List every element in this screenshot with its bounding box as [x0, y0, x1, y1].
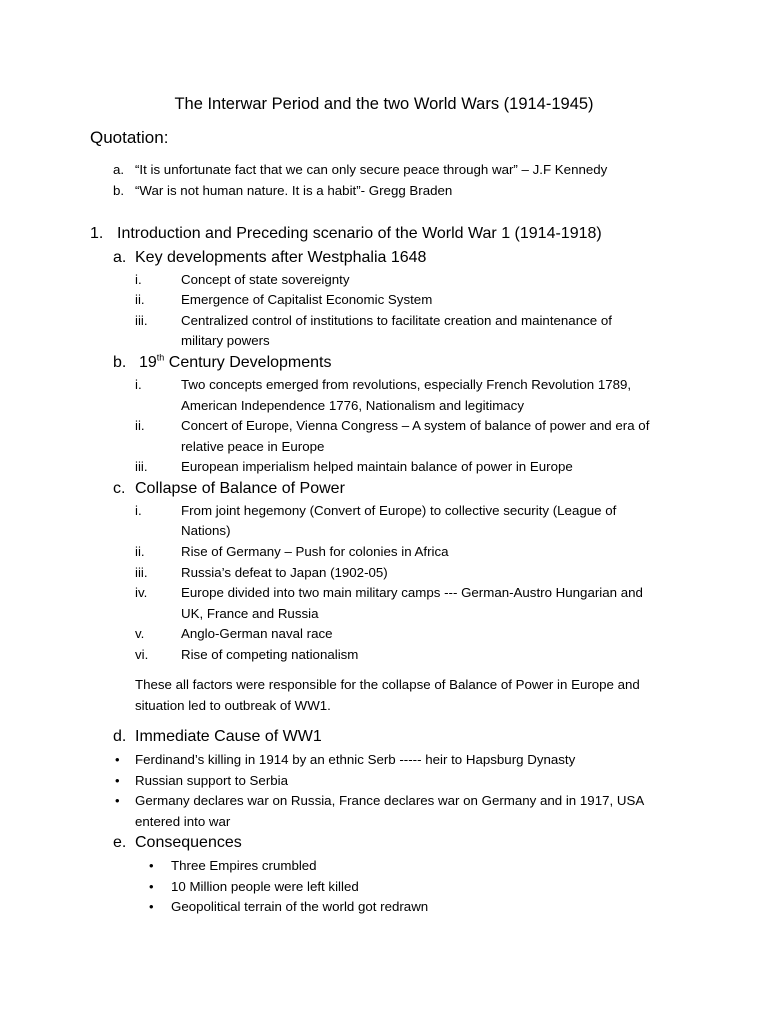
sub-a-item-marker: iii. — [135, 313, 148, 328]
sub-a-item-marker: i. — [135, 272, 142, 287]
sub-c-item-marker: v. — [135, 626, 145, 641]
sub-b-item-marker: i. — [135, 377, 142, 392]
sub-e-item: 10 Million people were left killed — [171, 879, 359, 894]
section1-heading: Introduction and Preceding scenario of the World War 1 (1914-1918) — [117, 225, 602, 242]
quotation-heading: Quotation: — [90, 128, 169, 147]
sub-d-heading: Immediate Cause of WW1 — [135, 728, 322, 745]
bullet-icon: • — [149, 858, 154, 873]
sub-e-item: Three Empires crumbled — [171, 858, 317, 873]
sub-b-item-marker: iii. — [135, 459, 148, 474]
sub-d-marker: d. — [113, 728, 127, 745]
section1-marker: 1. — [90, 225, 104, 242]
bullet-icon: • — [115, 752, 120, 767]
sub-d-item-continued: entered into war — [135, 814, 231, 829]
sub-c-summary-continued: situation led to outbreak of WW1. — [135, 698, 331, 713]
sub-d-item: Russian support to Serbia — [135, 773, 288, 788]
sub-a-item-continued: military powers — [181, 333, 270, 348]
sub-a-item: Centralized control of institutions to facilitate creation and maintenance of — [181, 313, 612, 328]
sub-c-item: From joint hegemony (Convert of Europe) to collective security (League of — [181, 503, 617, 518]
sub-c-item-marker: iv. — [135, 585, 148, 600]
sub-b-heading: 19th Century Developments — [139, 352, 332, 371]
bullet-icon: • — [115, 773, 120, 788]
sub-b-item-continued: relative peace in Europe — [181, 439, 325, 454]
sub-b-item: Concert of Europe, Vienna Congress – A system of balance of power and era of — [181, 418, 650, 433]
sub-c-item-continued: UK, France and Russia — [181, 606, 319, 621]
quote-marker-b: b. — [113, 183, 125, 198]
sub-e-item: Geopolitical terrain of the world got redrawn — [171, 899, 429, 914]
sub-c-item-marker: i. — [135, 503, 142, 518]
sub-c-heading: Collapse of Balance of Power — [135, 480, 345, 497]
sub-c-item: Rise of Germany – Push for colonies in Africa — [181, 544, 449, 559]
sub-d-item: Germany declares war on Russia, France declares war on Germany and in 1917, USA — [135, 793, 645, 808]
sub-a-item: Emergence of Capitalist Economic System — [181, 292, 433, 307]
sub-c-item: Europe divided into two main military camps --- German-Austro Hungarian and — [181, 585, 643, 600]
bullet-icon: • — [149, 879, 154, 894]
sub-b-marker: b. — [113, 354, 127, 371]
sub-c-item-marker: ii. — [135, 544, 145, 559]
bullet-icon: • — [149, 899, 154, 914]
sub-a-item: Concept of state sovereignty — [181, 272, 350, 287]
sub-c-marker: c. — [113, 480, 126, 497]
sub-d-item: Ferdinand’s killing in 1914 by an ethnic Serb ----- heir to Hapsburg Dynasty — [135, 752, 576, 767]
quote-a: “It is unfortunate fact that we can only secure peace through war” – J.F Kennedy — [135, 162, 608, 177]
sub-c-item-marker: vi. — [135, 647, 149, 662]
sub-a-marker: a. — [113, 249, 127, 266]
sub-e-marker: e. — [113, 834, 127, 851]
sub-c-item-marker: iii. — [135, 565, 148, 580]
sub-c-item-continued: Nations) — [181, 523, 231, 538]
bullet-icon: • — [115, 793, 120, 808]
sub-c-item: Rise of competing nationalism — [181, 647, 359, 662]
quote-marker-a: a. — [113, 162, 125, 177]
sub-c-summary: These all factors were responsible for the collapse of Balance of Power in Europe and — [135, 677, 640, 692]
quote-b: “War is not human nature. It is a habit”- Gregg Braden — [135, 183, 453, 198]
sub-b-item: Two concepts emerged from revolutions, especially French Revolution 1789, — [181, 377, 632, 392]
sub-b-item: European imperialism helped maintain balance of power in Europe — [181, 459, 573, 474]
sub-b-item-continued: American Independence 1776, Nationalism and legitimacy — [181, 398, 524, 413]
sub-b-item-marker: ii. — [135, 418, 145, 433]
sub-a-heading: Key developments after Westphalia 1648 — [135, 249, 427, 266]
document-title: The Interwar Period and the two World Wars (1914-1945) — [174, 95, 594, 113]
sub-c-item: Anglo-German naval race — [181, 626, 333, 641]
sub-c-item: Russia’s defeat to Japan (1902-05) — [181, 565, 388, 580]
sub-a-item-marker: ii. — [135, 292, 145, 307]
sub-e-heading: Consequences — [135, 834, 242, 851]
